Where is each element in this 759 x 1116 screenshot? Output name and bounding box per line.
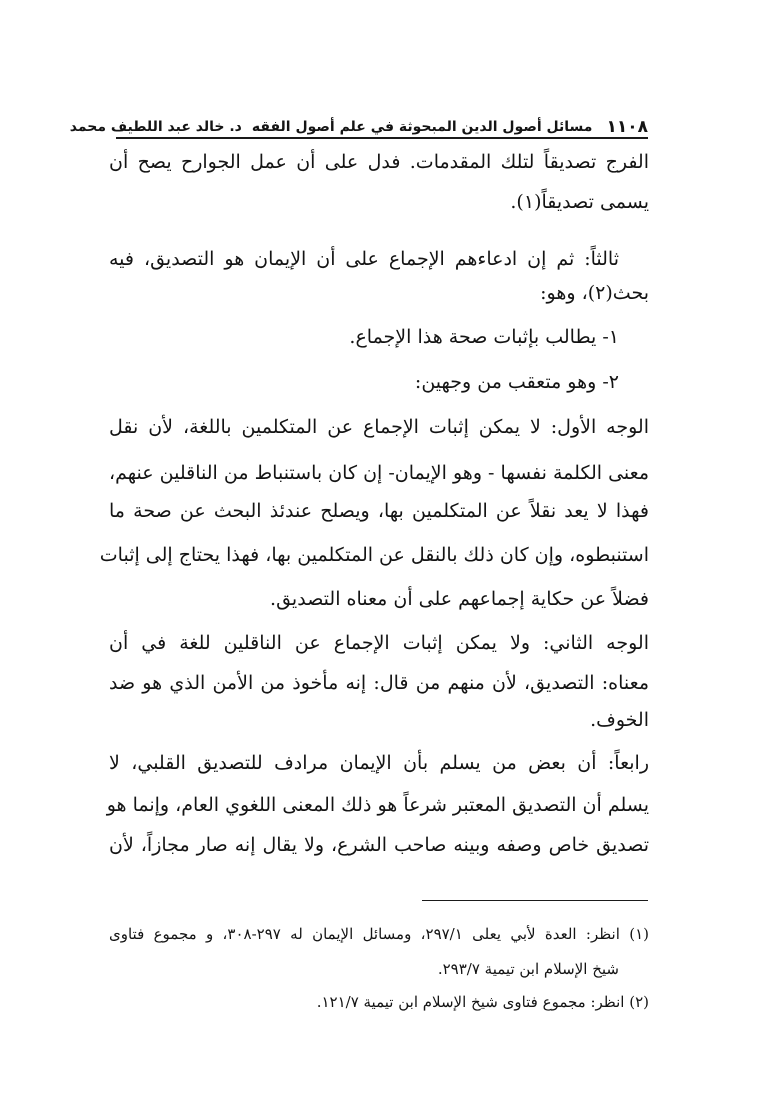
list-item: ١- يطالب بإثبات صحة هذا الإجماع. [349,326,619,348]
body-line: تصديق خاص وصفه وبينه صاحب الشرع، ولا يقال إنه صار مجازاً، لأن [109,834,649,856]
footnote-rule [422,900,648,901]
body-line: الخوف. [590,709,649,731]
list-item: ٢- وهو متعقب من وجهين: [414,371,619,393]
page-number: ١١٠٨ [606,117,648,137]
footnote: (٢) انظر: مجموع فتاوى شيخ الإسلام ابن تيمية ١٢١/٧. [316,993,649,1011]
footnote: (١) انظر: العدة لأبي يعلى ٢٩٧/١، ومسائل الإيمان له ٢٩٧-٣٠٨، و مجموع فتاوى [109,925,649,943]
body-line: استنبطوه، وإن كان ذلك بالنقل عن المتكلمين بها، فهذا يحتاج إلى إثبات [99,544,649,566]
footnote-continuation: شيخ الإسلام ابن تيمية ٢٩٣/٧. [437,960,619,978]
author-name: د. خالد عبد اللطيف محمد [69,119,242,135]
body-line: الفرج تصديقاً لتلك المقدمات. فدل على أن عمل الجوارح يصح أن [109,151,649,173]
body-line: معنى الكلمة نفسها - وهو الإيمان- إن كان باستنباط من الناقلين عنهم، [109,462,649,484]
body-line: ثالثاً: ثم إن ادعاءهم الإجماع على أن الإيمان هو التصديق، فيه [109,248,619,270]
body-line: رابعاً: أن بعض من يسلم بأن الإيمان مرادف للتصديق القلبي، لا [109,752,649,774]
body-line: يسمى تصديقاً(١). [510,191,649,213]
body-line: بحث(٢)، وهو: [540,282,649,304]
running-header [69,111,648,137]
body-line: يسلم أن التصديق المعتبر شرعاً هو ذلك المعنى اللغوي العام، وإنما هو [106,794,649,816]
header-rule [116,137,648,139]
body-line: الوجه الثاني: ولا يمكن إثبات الإجماع عن الناقلين للغة في أن [109,632,649,654]
body-line: فهذا لا يعد نقلاً عن المتكلمين بها، ويصلح عندئذ البحث عن صحة ما [109,500,649,522]
book-title: مسائل أصول الدين المبحوثة في علم أصول الفقه [251,119,593,135]
body-line: معناه: التصديق، لأن منهم من قال: إنه مأخوذ من الأمن الذي هو ضد [109,672,649,694]
body-line: الوجه الأول: لا يمكن إثبات الإجماع عن المتكلمين باللغة، لأن نقل [109,416,649,438]
body-line: فضلاً عن حكاية إجماعهم على أن معناه التصديق. [270,588,649,610]
